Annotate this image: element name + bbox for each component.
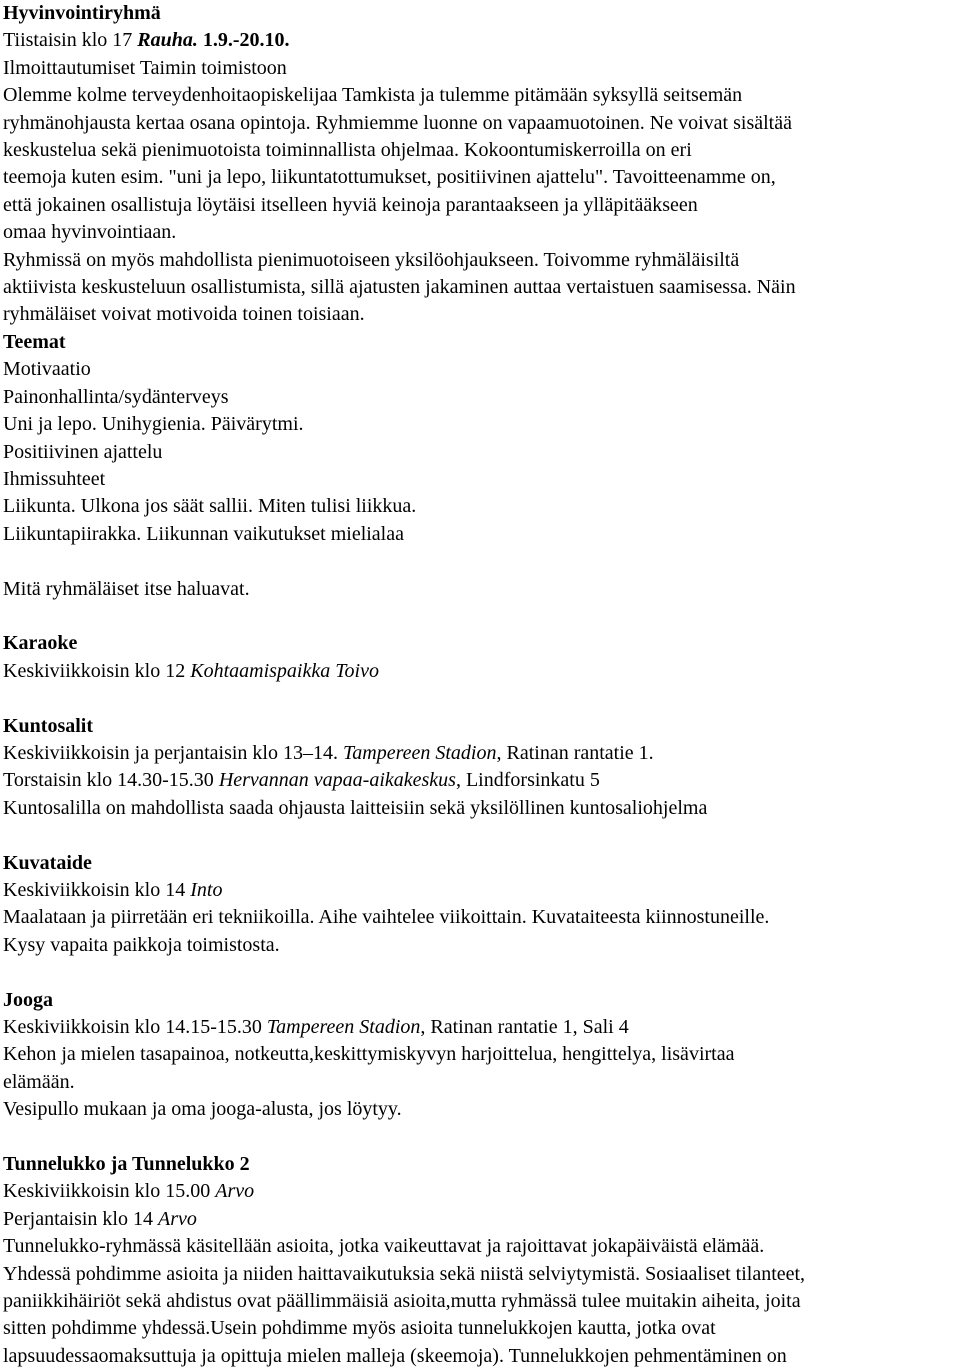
schedule-line	[3, 767, 960, 794]
schedule-time: Tiistaisin klo 17	[3, 29, 138, 52]
description-line: Maalataan ja piirretään eri tekniikoilla. Aihe vaihtelee viikoittain. Kuvataiteesta kiinnostuneille.	[3, 906, 770, 929]
theme-item: Ihmissuhteet	[3, 467, 106, 490]
spacer	[3, 685, 960, 712]
spacer	[3, 548, 960, 575]
schedule-time: Torstaisin klo 14.30-15.30	[3, 769, 219, 792]
schedule-address: , Ratinan rantatie 1, Sali 4	[420, 1015, 629, 1038]
section-title: Teemat	[3, 330, 66, 353]
spacer	[3, 959, 960, 986]
section-karaoke	[3, 630, 960, 685]
schedule-place: Into	[190, 878, 223, 901]
schedule-time: Keskiviikkoisin klo 14	[3, 878, 191, 901]
schedule-line	[3, 877, 960, 904]
schedule-place: Hervannan vapaa-aikakeskus	[218, 769, 456, 792]
schedule-line	[3, 1206, 960, 1233]
schedule-line	[3, 1014, 960, 1041]
schedule-line	[3, 27, 960, 54]
schedule-place: Tampereen Stadion	[342, 741, 497, 764]
schedule-dates: 1.9.-20.10.	[197, 29, 290, 52]
schedule-line	[3, 1178, 960, 1205]
schedule-place: Kohtaamispaikka Toivo	[190, 659, 379, 682]
schedule-time: Keskiviikkoisin klo 15.00	[3, 1180, 216, 1203]
paragraph-line: lapsuudessaomaksuttuja ja opittuja mielen malleja (skeemoja). Tunnelukkojen pehmentäminen on	[3, 1344, 787, 1367]
paragraph-line: Olemme kolme terveydenhoitaopiskelijaa Tamkista ja tulemme pitämään syksyllä seitsemän	[3, 84, 743, 107]
theme-item: Positiivinen ajattelu	[3, 440, 163, 463]
paragraph-line: Tunnelukko-ryhmässä käsitellään asioita, jotka vaikeuttavat ja rajoittavat jokapäiväistä elämää.	[3, 1235, 765, 1258]
paragraph-line: aktiivista keskusteluun osallistumista, sillä ajatusten jakaminen auttaa vertaistuen saamisessa. Näin	[3, 276, 796, 299]
spacer	[3, 822, 960, 849]
description-line: elämään.	[3, 1070, 75, 1093]
paragraph-line: keskustelua sekä pienimuotoista toiminnallista ohjelmaa. Kokoontumiskerroilla on eri	[3, 139, 692, 162]
paragraph-line: Ryhmissä on myös mahdollista pienimuotoiseen yksilöohjaukseen. Toivomme ryhmäläisiltä	[3, 248, 740, 271]
schedule-place: Tampereen Stadion	[266, 1015, 421, 1038]
paragraph-line: teemoja kuten esim. "uni ja lepo, liikuntatottumukset, positiivinen ajattelu". Tavoitteenamme on,	[3, 166, 776, 189]
paragraph-line: paniikkihäiriöt sekä ahdistus ovat päällimmäisiä asioita,mutta ryhmässä tulee muitakin aiheita, joita	[3, 1290, 801, 1312]
paragraph-line: omaa hyvinvointiaan.	[3, 221, 177, 244]
theme-item: Motivaatio	[3, 358, 91, 381]
paragraph-line: että jokainen osallistuja löytäisi itselleen hyviä keinoja parantaakseen ja ylläpitääkseen	[3, 193, 698, 216]
schedule-address: , Ratinan rantatie 1.	[496, 741, 654, 764]
spacer	[3, 603, 960, 630]
theme-item: Liikuntapiirakka. Liikunnan vaikutukset mielialaa	[3, 522, 404, 545]
description-line: Kuntosalilla on mahdollista saada ohjausta laitteisiin sekä yksilöllinen kuntosaliohjelma	[3, 796, 708, 819]
section-tunnelukko	[3, 1151, 960, 1370]
theme-item: Painonhallinta/sydänterveys	[3, 385, 229, 408]
schedule-place: Arvo	[215, 1180, 255, 1203]
registration-line: Ilmoittautumiset Taimin toimistoon	[3, 56, 287, 79]
paragraph-line: ryhmäläiset voivat motivoida toinen toisiaan.	[3, 303, 365, 326]
section-title: Hyvinvointiryhmä	[3, 2, 161, 24]
section-jooga	[3, 987, 960, 1124]
section-kuvataide	[3, 850, 960, 960]
paragraph-line: Yhdessä pohdimme asioita ja niiden haittavaikutuksia sekä niistä selviytymistä. Sosiaaliset tilanteet,	[3, 1262, 806, 1285]
schedule-place: Rauha.	[137, 29, 198, 52]
schedule-line	[3, 740, 960, 767]
section-title: Jooga	[3, 988, 53, 1011]
section-title: Kuntosalit	[3, 714, 94, 737]
section-hyvinvointiryhma	[3, 0, 960, 329]
schedule-time: Keskiviikkoisin klo 12	[3, 659, 191, 682]
schedule-line	[3, 658, 960, 685]
paragraph-line: sitten pohdimme yhdessä.Usein pohdimme myös asioita tunnelukkojen kautta, jotka ovat	[3, 1317, 716, 1340]
theme-closing: Mitä ryhmäläiset itse haluavat.	[3, 577, 250, 600]
spacer	[3, 1124, 960, 1151]
schedule-place: Arvo	[157, 1207, 197, 1230]
schedule-time: Keskiviikkoisin klo 14.15-15.30	[3, 1015, 267, 1038]
schedule-time: Perjantaisin klo 14	[3, 1207, 158, 1230]
theme-item: Uni ja lepo. Unihygienia. Päivärytmi.	[3, 413, 304, 436]
description-line: Kysy vapaita paikkoja toimistosta.	[3, 933, 280, 956]
paragraph-line: ryhmänohjausta kertaa osana opintoja. Ryhmiemme luonne on vapaamuotoinen. Ne voivat sisältää	[3, 111, 792, 134]
schedule-time: Keskiviikkoisin ja perjantaisin klo 13–14.	[3, 741, 343, 764]
section-teemat	[3, 329, 960, 603]
description-line: Kehon ja mielen tasapainoa, notkeutta,keskittymiskyvyn harjoittelua, hengittelya, lisävirtaa	[3, 1043, 735, 1066]
section-title: Karaoke	[3, 632, 78, 655]
theme-item: Liikunta. Ulkona jos säät sallii. Miten tulisi liikkua.	[3, 495, 417, 518]
section-title: Kuvataide	[3, 851, 92, 874]
section-kuntosalit	[3, 713, 960, 823]
description-line: Vesipullo mukaan ja oma jooga-alusta, jos löytyy.	[3, 1098, 402, 1121]
schedule-address: , Lindforsinkatu 5	[455, 769, 600, 792]
section-title: Tunnelukko ja Tunnelukko 2	[3, 1152, 250, 1175]
